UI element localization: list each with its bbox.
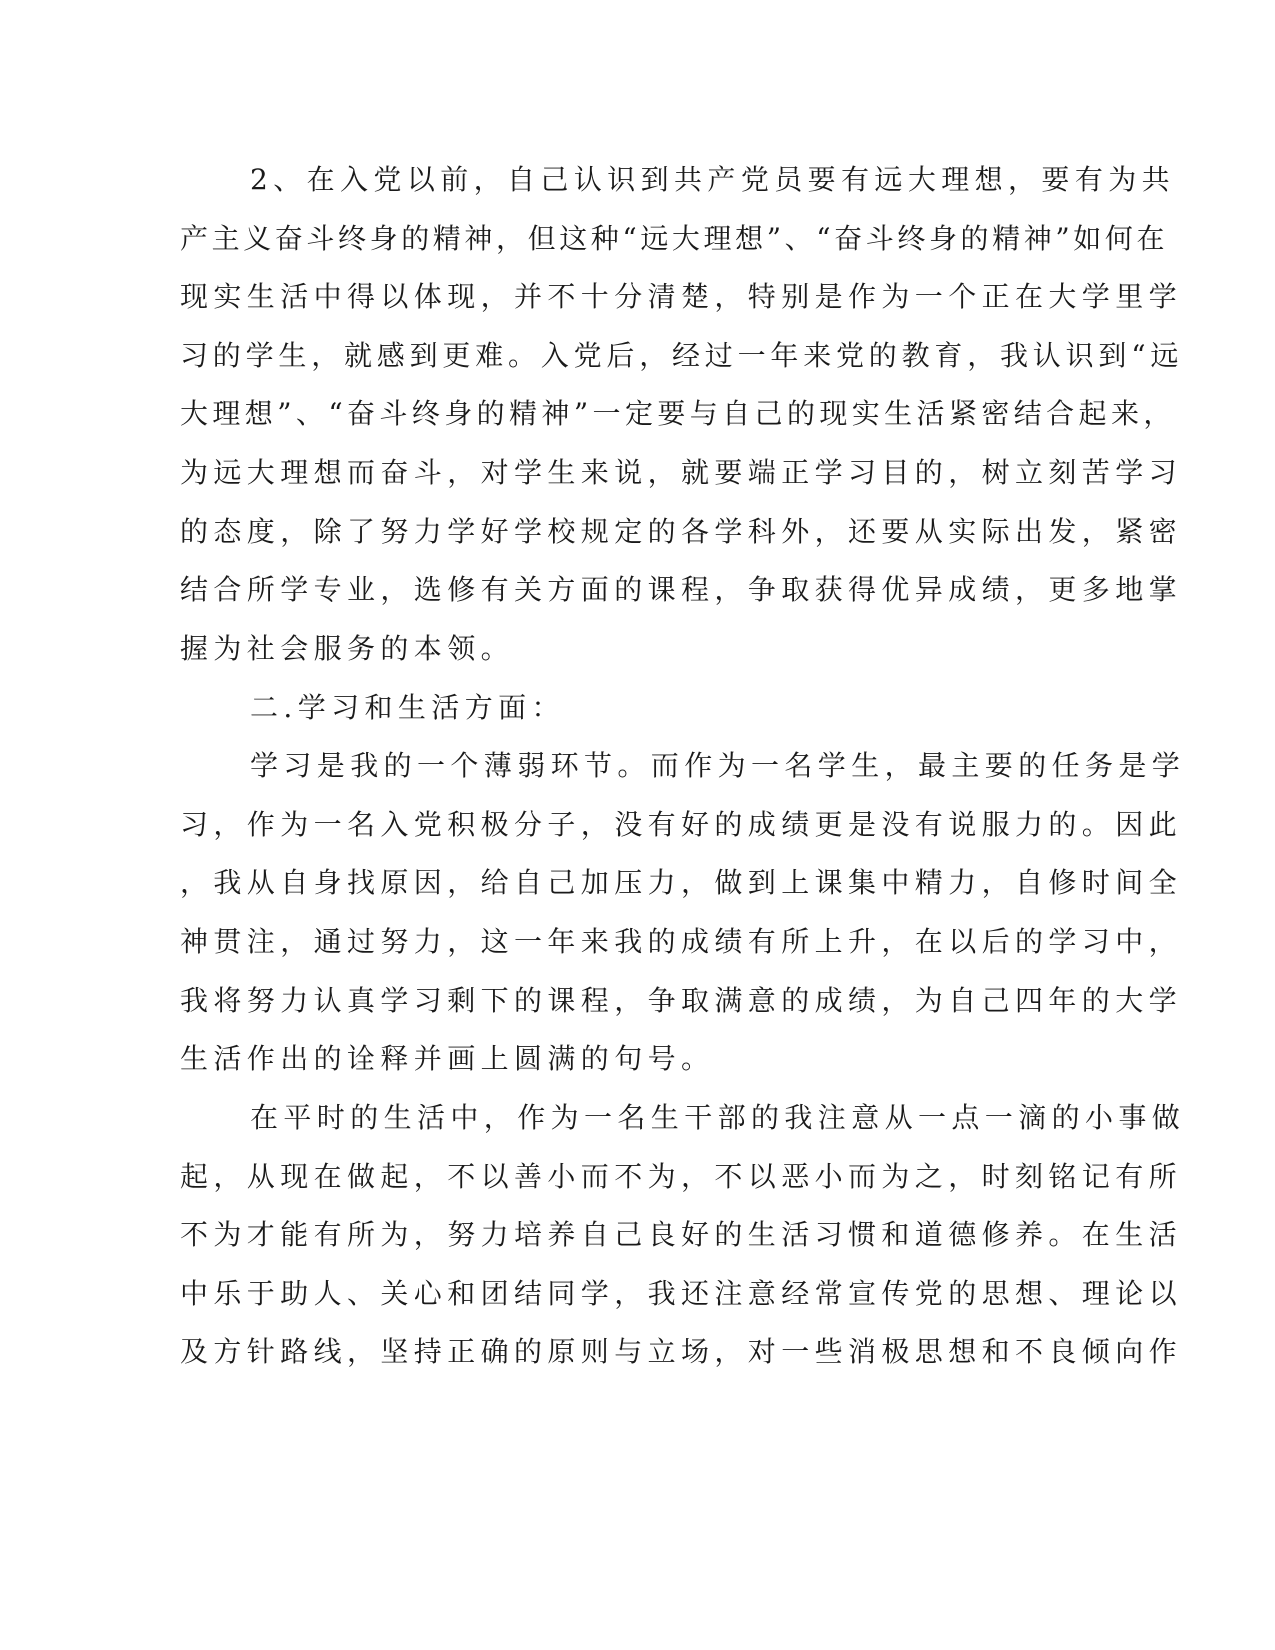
text-line: 我将努力认真学习剩下的课程，争取满意的成绩，为自己四年的大学	[180, 984, 1183, 1017]
text-line: 及方针路线，坚持正确的原则与立场，对一些消极思想和不良倾向作	[180, 1335, 1183, 1368]
text-line: 结合所学专业，选修有关方面的课程，争取获得优异成绩，更多地掌	[180, 573, 1183, 606]
text-line: 不为才能有所为，努力培养自己良好的生活习惯和道德修养。在生活	[180, 1218, 1183, 1251]
text-line: 为远大理想而奋斗，对学生来说，就要端正学习目的，树立刻苦学习	[180, 456, 1183, 489]
text-line: 习的学生，就感到更难。入党后，经过一年来党的教育，我认识到“远	[180, 339, 1184, 372]
text-line: 的态度，除了努力学好学校规定的各学科外，还要从实际出发，紧密	[180, 515, 1183, 548]
text-line: 大理想”、“奋斗终身的精神”一定要与自己的现实生活紧密结合起来，	[180, 397, 1176, 430]
text-line: ，我从自身找原因，给自己加压力，做到上课集中精力，自修时间全	[180, 866, 1183, 899]
text-line: 产主义奋斗终身的精神，但这种“远大理想”、“奋斗终身的精神”如何在	[180, 222, 1169, 255]
text-line: 学习是我的一个薄弱环节。而作为一名学生，最主要的任务是学	[250, 749, 1186, 782]
text-line: 中乐于助人、关心和团结同学，我还注意经常宣传党的思想、理论以	[180, 1277, 1183, 1310]
text-line: 在平时的生活中，作为一名生干部的我注意从一点一滴的小事做	[250, 1101, 1186, 1134]
section-heading: 二.学习和生活方面：	[250, 691, 565, 724]
text-line: 习，作为一名入党积极分子，没有好的成绩更是没有说服力的。因此	[180, 808, 1183, 841]
text-line: 现实生活中得以体现，并不十分清楚，特别是作为一个正在大学里学	[180, 280, 1183, 313]
text-line: 握为社会服务的本领。	[180, 632, 515, 665]
text-line: 神贯注，通过努力，这一年来我的成绩有所上升，在以后的学习中，	[180, 925, 1183, 958]
text-line: 2、在入党以前，自己认识到共产党员要有远大理想，要有为共	[250, 163, 1176, 196]
text-line: 生活作出的诠释并画上圆满的句号。	[180, 1042, 715, 1075]
text-line: 起，从现在做起，不以善小而不为，不以恶小而为之，时刻铭记有所	[180, 1160, 1183, 1193]
